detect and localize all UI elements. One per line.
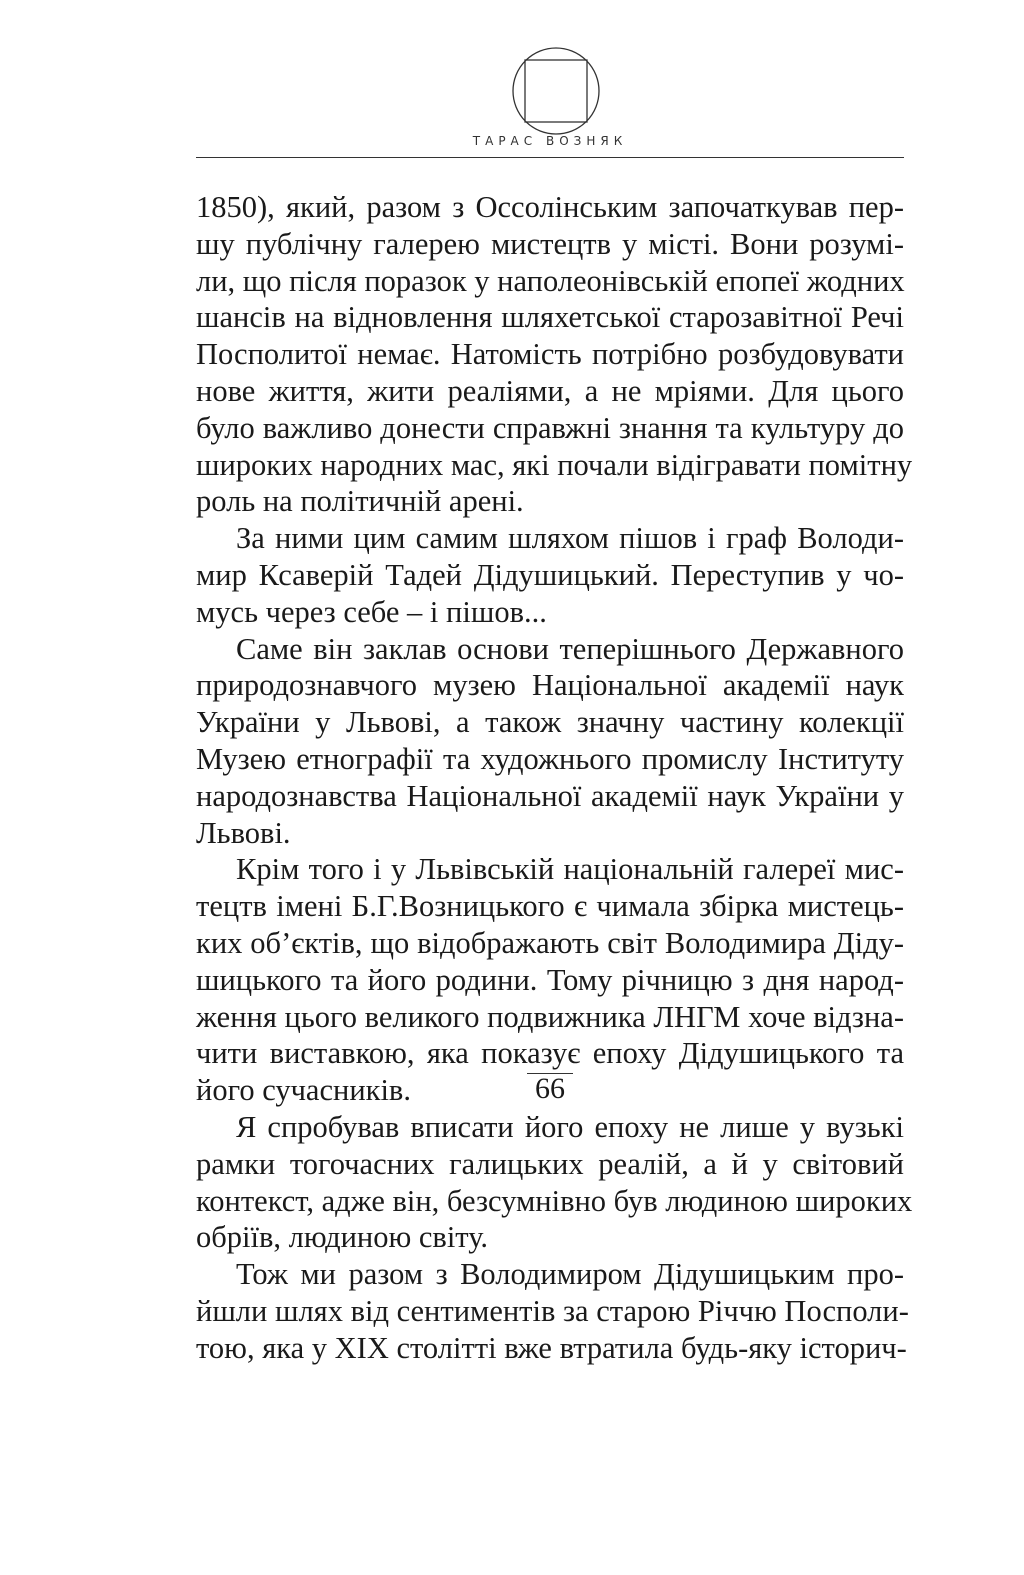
- text-line: Посполитої немає. Натомість потрібно розбудовувати: [196, 337, 904, 372]
- paragraph: [196, 520, 904, 630]
- text-line: шицького та його родини. Тому річницю з дня народ-: [196, 962, 904, 997]
- text-line: ли, що після поразок у наполеонівській епопеї жодних: [196, 263, 905, 298]
- text-line: його сучасників.: [196, 1073, 411, 1108]
- text-line: тою, яка у ХІХ столітті вже втратила будь-яку історич-: [196, 1330, 907, 1365]
- page-number: 66: [535, 1072, 565, 1105]
- text-line: Музею етнографії та художнього промислу Інституту: [196, 741, 904, 776]
- paragraph: [196, 1256, 909, 1366]
- text-line: Тож ми разом з Володимиром Дідушицьким про-: [236, 1257, 904, 1292]
- text-line: тецтв імені Б.Г.Возницького є чимала збірка мистець-: [196, 889, 904, 924]
- circle-square-logo-icon: [511, 46, 601, 136]
- running-head-title: ТАРАС ВОЗНЯК: [472, 134, 628, 148]
- text-line: було важливо донести справжні знання та культуру до: [196, 410, 904, 445]
- text-line: Львові.: [196, 815, 291, 850]
- text-line: контекст, адже він, безсумнівно був людиною широких: [196, 1183, 913, 1218]
- header-rule: [196, 157, 904, 158]
- paragraph: [196, 1109, 913, 1256]
- text-line: обріїв, людиною світу.: [196, 1220, 489, 1255]
- paragraph: [196, 631, 904, 852]
- text-line: України у Львові, а також значну частину колекції: [196, 705, 904, 740]
- text-line: Крім того і у Львівській національній галереї мис-: [236, 852, 904, 887]
- text-line: нове життя, жити реаліями, а не мріями. Для цього: [196, 373, 904, 408]
- text-line: ких об’єктів, що відображають світ Володимира Діду-: [196, 925, 904, 960]
- text-line: мир Ксаверій Тадей Дідушицький. Переступив у чо-: [196, 557, 904, 592]
- paragraph: [196, 851, 904, 1109]
- text-line: чити виставкою, яка показує епоху Дідушицького та: [196, 1036, 904, 1071]
- text-line: За ними цим самим шляхом пішов і граф Володи-: [236, 521, 904, 556]
- paragraph: [196, 189, 913, 520]
- text-line: шу публічну галерею мистецтв у місті. Вони розумі-: [196, 226, 904, 261]
- text-line: ження цього великого подвижника ЛНГМ хоче відзна-: [196, 999, 904, 1034]
- text-line: Саме він заклав основи теперішнього Державного: [236, 631, 904, 666]
- text-line: йшли шлях від сентиментів за старою Річчю Посполи-: [196, 1293, 909, 1328]
- text-line: природознавчого музею Національної академії наук: [196, 668, 904, 703]
- text-line: мусь через себе – і пішов...: [196, 594, 547, 629]
- text-line: 1850), який, разом з Оссолінським започаткував пер-: [196, 190, 904, 224]
- text-line: шансів на відновлення шляхетської старозавітної Речі: [196, 300, 904, 335]
- text-line: рамки тогочасних галицьких реалій, а й у світовий: [196, 1146, 904, 1181]
- text-line: Я спробував вписати його епоху не лише у вузькі: [236, 1109, 904, 1144]
- text-line: народознавства Національної академії наук України у: [196, 778, 904, 813]
- text-line: роль на політичній арені.: [196, 484, 524, 519]
- body-text: [196, 189, 913, 1367]
- text-line: широких народних мас, які почали відігравати помітну: [196, 447, 913, 482]
